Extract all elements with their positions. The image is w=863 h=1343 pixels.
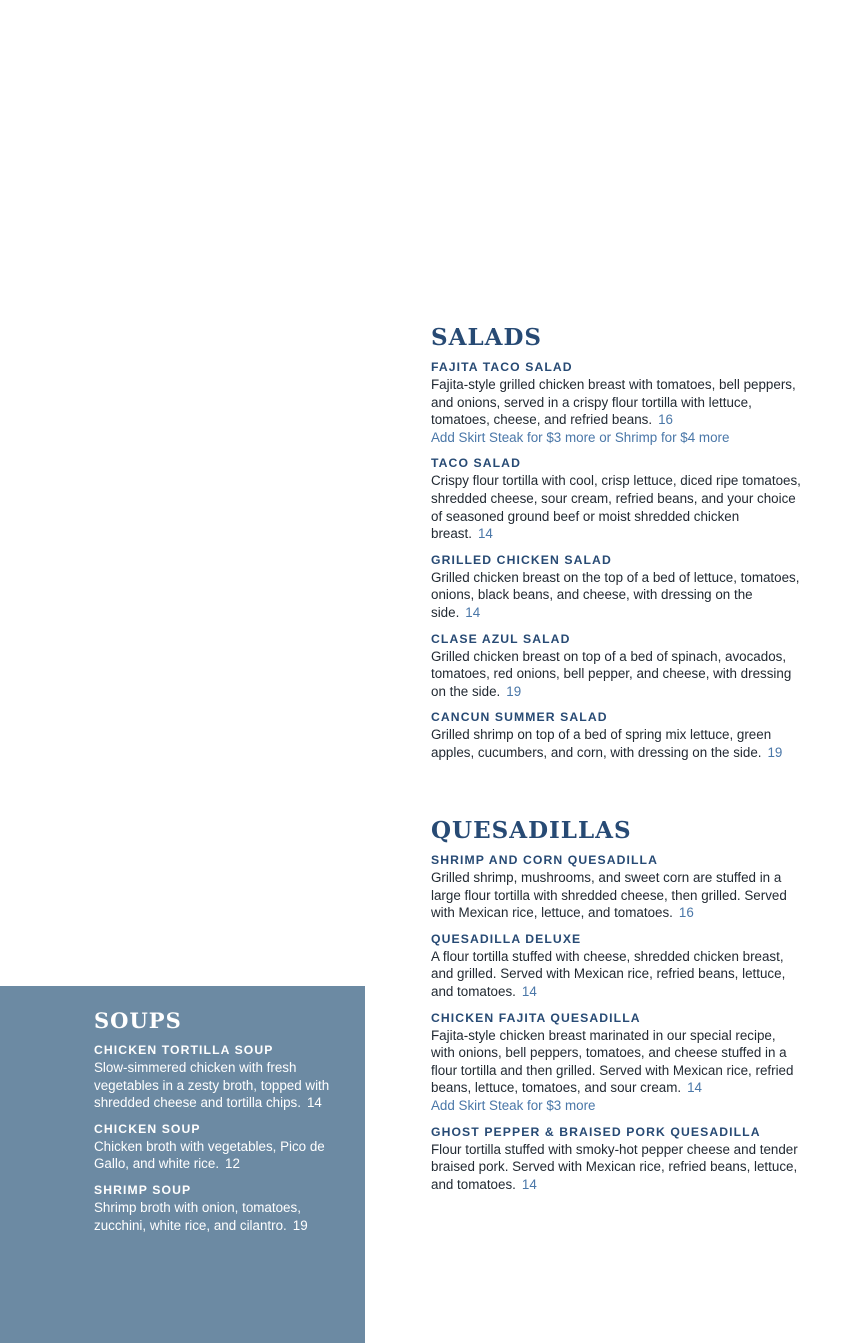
item-price: 14 <box>521 1176 537 1192</box>
section-title-salads: SALADS <box>431 324 543 351</box>
section-title-soups: SOUPS <box>94 1008 182 1033</box>
item-description <box>94 1059 344 1112</box>
item-name: CLASE AZUL SALAD <box>431 631 571 646</box>
description-text: Grilled chicken breast on the top of a bed of lettuce, tomatoes, onions, black beans, and cheese, with dressing on the side. <box>431 569 800 620</box>
description-text: Slow-simmered chicken with fresh vegetables in a zesty broth, topped with shredded cheese and tortilla chips. <box>94 1060 330 1111</box>
menu-item <box>431 1124 801 1194</box>
description-text: Chicken broth with vegetables, Pico de Gallo, and white rice. <box>94 1138 325 1172</box>
description-text: Grilled chicken breast on top of a bed of spinach, avocados, tomatoes, red onions, bell pepper, and cheese, with dressing on the side. <box>431 648 792 699</box>
menu-item <box>431 455 801 542</box>
item-price: 14 <box>306 1095 322 1111</box>
item-name: GHOST PEPPER & BRAISED PORK QUESADILLA <box>431 1124 761 1139</box>
item-name: SHRIMP SOUP <box>94 1182 192 1197</box>
menu-item <box>94 1121 344 1173</box>
item-name: CHICKEN SOUP <box>94 1121 201 1136</box>
soups-panel <box>0 986 365 1343</box>
menu-item <box>431 931 801 1001</box>
menu-item <box>431 631 801 701</box>
menu-item <box>94 1042 344 1112</box>
item-description <box>431 869 801 922</box>
soups-section <box>94 1008 344 1243</box>
menu-item <box>94 1182 344 1234</box>
menu-item <box>431 709 801 761</box>
item-price: 14 <box>465 604 481 620</box>
menu-item <box>431 1010 801 1115</box>
item-name: CHICKEN FAJITA QUESADILLA <box>431 1010 641 1025</box>
item-addon: Add Skirt Steak for $3 more <box>431 1097 596 1113</box>
item-price: 12 <box>225 1156 240 1172</box>
item-price: 16 <box>658 412 673 428</box>
item-description <box>431 948 801 1001</box>
item-price: 14 <box>521 983 537 999</box>
menu-item <box>431 552 801 622</box>
description-text: A flour tortilla stuffed with cheese, shredded chicken breast, and grilled. Served with Mexican rice, refried beans, lettuce, and tomatoes. <box>431 948 786 999</box>
description-text: Shrimp broth with onion, tomatoes, zucchini, white rice, and cilantro. <box>94 1199 301 1233</box>
description-text: Crispy flour tortilla with cool, crisp lettuce, diced ripe tomatoes, shredded cheese, sour cream, refried beans, and your choice of seasoned ground beef or moist shredded chicken breast. <box>431 473 801 542</box>
item-description <box>431 1141 801 1194</box>
item-name: TACO SALAD <box>431 456 521 471</box>
menu-item <box>431 852 801 922</box>
description-text: Grilled shrimp on top of a bed of spring mix lettuce, green apples, cucumbers, and corn, with dressing on the side. <box>431 727 772 760</box>
item-addon: Add Skirt Steak for $3 more or Shrimp for $4 more <box>431 429 730 445</box>
item-name: FAJITA TACO SALAD <box>431 360 573 374</box>
item-name: SHRIMP AND CORN QUESADILLA <box>431 853 658 867</box>
item-price: 14 <box>477 526 493 542</box>
item-description <box>94 1138 344 1173</box>
item-description <box>431 569 801 622</box>
quesadillas-section <box>431 818 801 1202</box>
item-price: 19 <box>292 1217 308 1233</box>
item-name: QUESADILLA DELUXE <box>431 931 582 946</box>
description-text: Flour tortilla stuffed with smoky-hot pepper cheese and tender braised pork. Served with Mexican rice, refried beans, lettuce, and tomatoes. <box>431 1141 798 1192</box>
item-description <box>431 472 801 542</box>
section-title-quesadillas: QUESADILLAS <box>431 817 632 844</box>
menu-item <box>431 359 801 446</box>
description-text: Fajita-style chicken breast marinated in our special recipe, with onions, bell peppers, tomatoes, and cheese stuffed in a flour tortilla and then grilled. Served with Mexican rice, refried beans, lettuce, tomatoes, and sour cream. <box>431 1027 794 1096</box>
item-description <box>431 376 801 446</box>
item-price: 19 <box>506 683 522 699</box>
item-name: GRILLED CHICKEN SALAD <box>431 552 612 567</box>
description-text: Grilled shrimp, mushrooms, and sweet corn are stuffed in a large flour tortilla with shredded cheese, then grilled. Served with Mexican rice, lettuce, and tomatoes. <box>431 870 787 921</box>
item-name: CHICKEN TORTILLA SOUP <box>94 1043 274 1057</box>
item-price: 19 <box>767 744 783 760</box>
item-description <box>431 648 801 701</box>
item-price: 16 <box>678 905 694 921</box>
item-price: 14 <box>687 1080 702 1096</box>
salads-section <box>431 325 801 771</box>
item-description <box>431 1027 801 1115</box>
description-text: Fajita-style grilled chicken breast with tomatoes, bell peppers, and onions, served in a crispy flour tortilla with lettuce, tomatoes, cheese, and refried beans. <box>431 377 796 428</box>
item-description <box>94 1199 344 1234</box>
item-name: CANCUN SUMMER SALAD <box>431 710 608 725</box>
item-description <box>431 726 801 761</box>
